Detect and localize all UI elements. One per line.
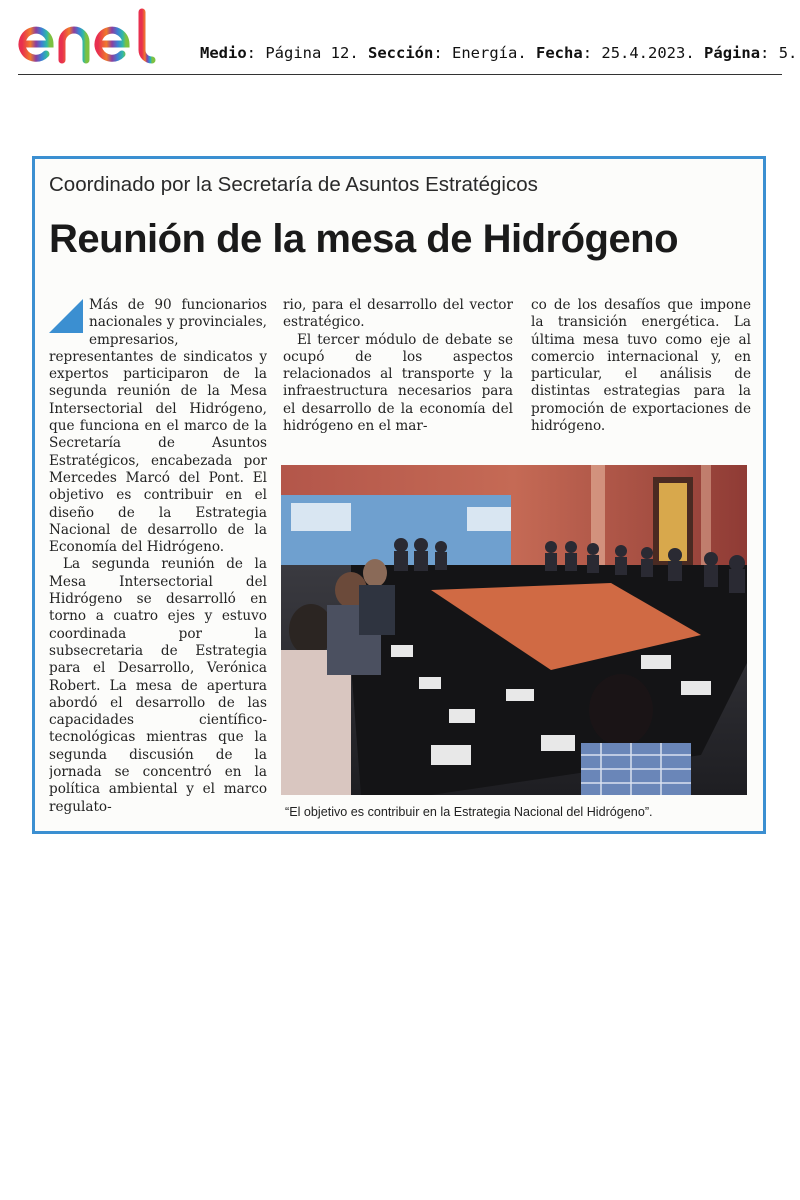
article-kicker: Coordinado por la Secretaría de Asuntos Estratégicos	[49, 173, 538, 196]
seccion-label: Sección	[368, 44, 434, 62]
column-3-paragraph-1: co de los desafíos que impone la transición energética. La última mesa tuvo como eje al comercio internacional y, en particular, el análisis de distintas estrategias para la promoción de exportaciones de hidrógeno.	[531, 297, 751, 435]
column-2-paragraph-1: rio, para el desarrollo del vector estratégico.	[283, 297, 513, 331]
fecha-value: 25.4.2023.	[601, 44, 695, 62]
medio-label: Medio	[200, 44, 247, 62]
column-1	[49, 297, 267, 817]
column-2-paragraph-2: El tercer módulo de debate se ocupó de los aspectos relacionados al transporte y la infraestructura necesarios para el desarrollo de la economía del hidrógeno en el mar-	[283, 331, 513, 435]
header-divider	[18, 74, 782, 75]
meeting-photo	[281, 465, 747, 795]
column-1-paragraph-1: Más de 90 funcionarios nacionales y provinciales, empresarios, representantes de sindicatos y expertos participaron de la segunda reunión de la Mesa Intersectorial del Hidrógeno, que funciona en el marco de la Secretaría de Asuntos Estratégicos, encabezada por Mercedes Marcó del Pont. El objetivo es contribuir en el diseño de la Estrategia Nacional de desarrollo de la Economía del Hidrógeno.	[49, 297, 267, 556]
pagina-label: Página	[704, 44, 761, 62]
column-3	[531, 297, 751, 467]
seccion-value: Energía.	[452, 44, 527, 62]
medio-value: Página 12.	[265, 44, 359, 62]
news-clipping	[32, 156, 766, 834]
publication-metadata: Medio: Página 12. Sección: Energía. Fecha: 25.4.2023. Página: 5.	[200, 44, 798, 62]
column-1-paragraph-2: La segunda reunión de la Mesa Intersectorial del Hidrógeno se desarrolló en torno a cuatro ejes y estuvo coordinada por la subsecretaria de Estrategia para el Desarrollo, Verónica Robert. La mesa de apertura abordó el desarrollo de las capacidades científico-tecnológicas mientras que la segunda discusión de la jornada se concentró en la política ambiental y el marco regulato-	[49, 556, 267, 815]
fecha-label: Fecha	[536, 44, 583, 62]
blue-triangle-icon	[49, 299, 83, 333]
pagina-value: 5.	[778, 44, 798, 62]
article-headline: Reunión de la mesa de Hidrógeno	[49, 217, 679, 261]
column-2	[283, 297, 513, 467]
enel-logo	[18, 4, 178, 68]
photo-caption: “El objetivo es contribuir en la Estrategia Nacional del Hidrógeno”.	[285, 805, 653, 819]
